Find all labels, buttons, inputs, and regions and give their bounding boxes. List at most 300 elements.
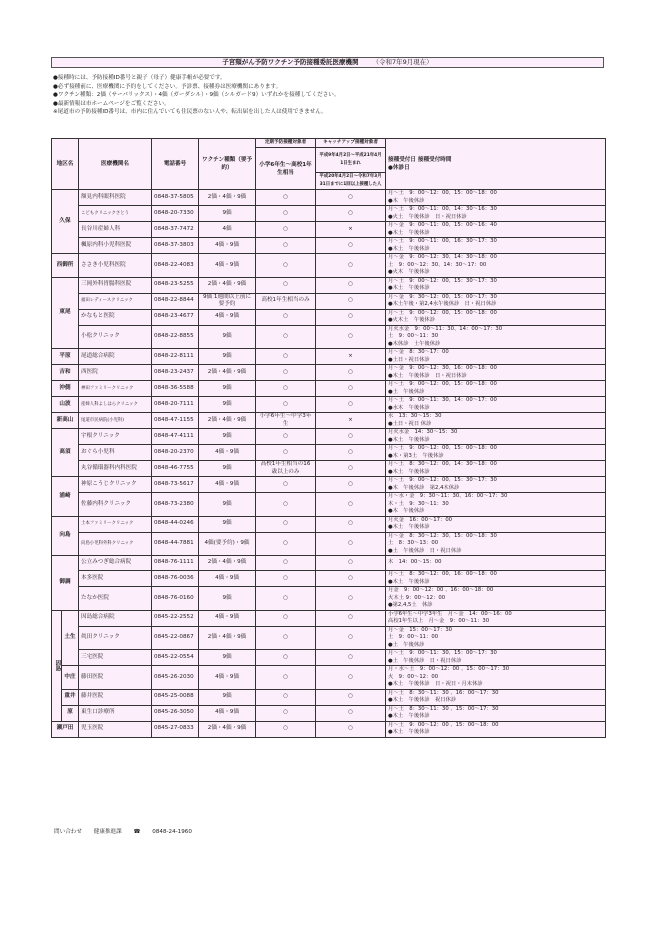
schedule-cell [386,610,606,626]
schedule-line: ●木土 午後休診 祝日休診 [388,697,457,703]
area-cell: 瀬戸田 [52,721,79,737]
facility-name: おぐら小児科 [79,445,152,461]
catchup-eligibility: ○ [316,610,386,626]
schedule-line: ●木土 午後休診 [388,578,430,585]
facility-name: こどもクリニックさとう [79,206,152,222]
catchup-eligibility: ○ [316,381,386,397]
area-cell: 高須 [52,429,79,477]
catchup-eligibility: ○ [316,238,386,254]
facility-table [51,138,606,738]
vaccine-types: 9価 [199,349,256,365]
table-row [52,349,606,365]
table-row [52,206,606,222]
regular-eligibility: ○ [256,705,316,721]
phone-number: 0848-37-3803 [152,238,199,254]
regular-eligibility: ○ [256,477,316,493]
catchup-eligibility: ○ [316,571,386,587]
regular-eligibility: ○ [256,493,316,517]
table-row [52,190,606,206]
header-catchup-target-a: 平成9年4月2日～平成21年4月1日生まれ [316,148,386,173]
regular-eligibility: ○ [256,689,316,705]
area-cell: 沖側 [52,381,79,397]
phone-number: 0848-73-5617 [152,477,199,493]
phone-number: 0848-47-1155 [152,413,199,429]
schedule-line: ●第2,4,5土 休診 [388,602,433,608]
schedule-line: 月～土 9：00～12：00、15：00～18：00 [388,381,497,387]
area-cell: 重井 [62,689,79,705]
catchup-eligibility: ○ [316,397,386,413]
schedule-cell [386,666,606,690]
schedule-line: 月火水金 9：00～11：30、14：00～17：30 [388,325,503,332]
schedule-cell [386,532,606,556]
schedule-line: 月～土 9：00～12：00、15：30～17：30 [388,477,497,483]
table-row [52,516,606,532]
vaccine-types: 2価・4価・9価 [199,626,256,650]
regular-eligibility: ○ [256,397,316,413]
facility-name: 楓原内科小児科医院 [79,238,152,254]
table-row [52,293,606,309]
schedule-line: 小学6年生～中学3年生 月～金 14：00～16：00 [388,610,512,617]
vaccine-types: 2価・4価・9価 [199,413,256,429]
note-item: ●最新情報は市ホームページをご覧ください。 [53,100,170,107]
schedule-cell [386,461,606,477]
header-closed-label: ●休診日 [388,165,410,171]
regular-eligibility: ○ [256,556,316,571]
schedule-line: 月・水～土 9：00～12：00 、15：00～17：30 [388,666,510,672]
contact-department: 健康推進課 [93,829,122,835]
header-vaccine: ワクチン種類（要予約） [199,139,256,190]
note-item: ●接種時には、予防接種ID番号と親子（母子）健康手帳が必要です。 [53,75,226,81]
facility-name: 尾道市民病院(小児科) [79,413,152,429]
facility-name: たなか医院 [79,587,152,611]
catchup-eligibility: ○ [316,721,386,737]
catchup-eligibility: ○ [316,325,386,349]
phone-number: 0848-36-5588 [152,381,199,397]
schedule-line: 月～土 9：00～11：30、14：00～17：00 [388,397,497,403]
catchup-eligibility: ○ [316,429,386,445]
schedule-line: ●木土 午後休診 日・祝日・月末休診 [388,681,483,687]
phone-number: 0848-76-0036 [152,571,199,587]
facility-name: 向島小児科外科クリニック [79,532,152,556]
vaccine-types: 9価 [199,381,256,397]
schedule-line: 月～土 9：00～12：00、15：30～17：30 [388,277,497,284]
facility-name: 西医院 [79,365,152,381]
regular-eligibility: ○ [256,381,316,397]
area-cell: 東尾 [52,277,79,349]
schedule-line: ●木土 午後休診 [388,524,430,530]
phone-number: 0848-20-7111 [152,397,199,413]
facility-name: 神田ファミリークリニック [79,381,152,397]
schedule-line: ●土 午後休診 [388,388,425,395]
regular-eligibility: ○ [256,309,316,325]
schedule-cell [386,689,606,705]
table-row [52,587,606,611]
phone-number: 0845-22-0554 [152,650,199,666]
area-cell: 中庄 [62,666,79,690]
vaccine-types: 9価 [199,429,256,445]
table-row [52,705,606,721]
regular-eligibility: 高校1年生相当のみ [256,293,316,309]
schedule-line: 木・土 9：30～11：30 [388,500,449,507]
vaccine-types: 2価・4価・9価 [199,365,256,381]
table-row [52,309,606,325]
area-cell: 御調 [52,556,79,611]
vaccine-types: 4価・9価 [199,705,256,721]
schedule-line: 月～土 9：00～11：00、14：30～16：30 [388,206,497,212]
footer-contact [54,827,202,835]
facility-name: 神原こうじクリニック [79,477,152,493]
catchup-eligibility: ○ [316,689,386,705]
schedule-cell [386,365,606,381]
regular-eligibility: ○ [256,222,316,238]
facility-name: 本多医院 [79,571,152,587]
schedule-cell [386,493,606,517]
area-cell: 吉和 [52,365,79,381]
note-item: ●必ず接種前に、医療機関に予約をしてください。予診票、接種券は医療機関にあります。 [53,83,282,90]
schedule-cell [386,626,606,650]
schedule-line: 月～土 9：00～12：00、15：00～18：00 [388,190,497,196]
regular-eligibility: ○ [256,238,316,254]
schedule-cell [386,587,606,611]
schedule-line: 土 9：00～12：30、14：30～17：00 [388,261,487,268]
vaccine-types: 2価・4価・9価 [199,277,256,293]
facility-name: 三岡外科胃腸科医院 [79,277,152,293]
facility-name: 佐藤内科クリニック [79,493,152,517]
schedule-cell [386,309,606,325]
schedule-cell [386,556,606,571]
schedule-line: 火木土 9：00～12：00 [388,594,446,601]
schedule-cell [386,705,606,721]
vaccine-types: 2価・4価・9価 [199,556,256,571]
header-hours [386,139,606,190]
area-cell: 平原 [52,349,79,365]
vaccine-types: 9価 [199,689,256,705]
table-row [52,222,606,238]
vaccine-types: 2価・4価・9価 [199,721,256,737]
facility-name: 児玉医院 [79,721,152,737]
vaccine-types: 9価 1週間以上前に要予約 [199,293,256,309]
document-title: 子宮頸がん予防ワクチン予防接種委託医療機関 [222,58,359,66]
table-row [52,532,606,556]
phone-number: 0848-22-8844 [152,293,199,309]
phone-number: 0848-22-8855 [152,325,199,349]
schedule-line: 月～土 8：30～12：00、14：30～18：00 [388,461,497,467]
schedule-line: 月～土 8：30～12：00、16：00～18：00 [388,571,497,577]
schedule-line: ●火木土 午後休診 [388,317,436,323]
phone-number: 0848-37-7472 [152,222,199,238]
area-cell: 向島 [52,516,79,556]
schedule-line: ●火木 午後休診 [388,269,430,275]
regular-eligibility: ○ [256,206,316,222]
facility-name: 眞田クリニック [79,626,152,650]
regular-eligibility: ○ [256,516,316,532]
schedule-line: 月～土 9：00～12：00 、15：00～18：00 [388,721,499,728]
header-regular-target: 小学6年生～高校1年生相当 [256,148,316,190]
schedule-line: 土 8：30～13：00 [388,540,439,546]
schedule-cell [386,349,606,365]
vaccine-types: 4価・9価 [199,238,256,254]
schedule-cell [386,254,606,278]
phone-number: 0845-27-0833 [152,721,199,737]
facility-name: 因島総合病院 [79,610,152,626]
regular-eligibility: ○ [256,349,316,365]
schedule-line: 月～土 9：00～12：00、15：00～18：00 [388,309,497,316]
phone-number: 0845-25-0088 [152,689,199,705]
regular-eligibility: 小学6年生～中学3年生 [256,413,316,429]
vaccine-types: 4価・9価 [199,571,256,587]
facility-name: 尾道総合病院 [79,349,152,365]
regular-eligibility: ○ [256,666,316,690]
header-area: 地区名 [52,139,79,190]
schedule-line: 月～金 8：30～17：00 [388,349,449,355]
table-row [52,689,606,705]
area-cell: 新高山 [52,413,79,429]
document-title-bar [51,57,604,68]
schedule-line: ●木 午後休診 [388,197,425,204]
regular-eligibility: ○ [256,650,316,666]
table-row [52,610,606,626]
schedule-line: 月～土 9：00～12：00、15：00～18：00 [388,445,497,451]
schedule-line: 木 14：00～15：00 [388,559,442,566]
phone-number: 0848-47-4111 [152,429,199,445]
catchup-eligibility: ○ [316,516,386,532]
facility-name: 藤井医院 [79,689,152,705]
table-row [52,461,606,477]
vaccine-types: 4価・9価 [199,254,256,278]
vaccine-types: 9価 [199,493,256,517]
schedule-cell [386,190,606,206]
phone-number: 0848-46-7755 [152,461,199,477]
schedule-line: 月～土 9：00～11：30、15：00～17：30 [388,650,497,656]
schedule-cell [386,381,606,397]
schedule-cell [386,413,606,429]
schedule-line: ●木土午後・第2,4水午後休診 日・祝日休診 [388,301,497,307]
catchup-eligibility: ○ [316,445,386,461]
schedule-cell [386,325,606,349]
note-item: ※尾道市の予防接種ID番号は、市内に住んでいても住民票のない人や、転出届を出した人は使用できません。 [53,109,327,116]
catchup-eligibility: ○ [316,293,386,309]
schedule-line: ●木土 午後休診 [388,713,430,719]
schedule-line: ●木土 午後休診 [388,285,430,291]
phone-number: 0845-22-0867 [152,626,199,650]
schedule-line: 月火金 16：00～17：00 [388,516,453,523]
catchup-eligibility: ○ [316,190,386,206]
regular-eligibility: ○ [256,277,316,293]
phone-number: 0848-73-2380 [152,493,199,517]
schedule-line: 月～金 8：30～12：30、15：00～18：30 [388,532,497,539]
vaccine-types: 9価 [199,206,256,222]
schedule-line: ●木土 午後休診 [388,436,430,443]
phone-number: 0848-22-8111 [152,349,199,365]
schedule-cell [386,222,606,238]
schedule-line: ●木 午後休診 第2,4木休診 [388,484,460,491]
catchup-eligibility: ○ [316,587,386,611]
regular-eligibility: ○ [256,445,316,461]
facility-name: 丸谷循環器科内科医院 [79,461,152,477]
phone-number: 0848-23-2437 [152,365,199,381]
phone-number: 0848-22-4083 [152,254,199,278]
catchup-eligibility: ○ [316,365,386,381]
schedule-line: 月～金 15：00～17：30 [388,626,453,633]
schedule-line: ●土 午後休診 日・祝日休診 [388,657,462,664]
schedule-line: ●木土 午後休診 [388,468,430,475]
table-row [52,325,606,349]
schedule-line: 月～金 9：00～12：30、14：30～18：00 [388,254,497,260]
catchup-eligibility: ○ [316,206,386,222]
notes-list [53,74,613,117]
schedule-line: ●木土 午後休診 [388,729,430,735]
catchup-eligibility: ○ [316,532,386,556]
table-row [52,413,606,429]
schedule-line: ●土 午後休診 [388,641,425,648]
facility-name: 東生口診療所 [79,705,152,721]
regular-eligibility: ○ [256,254,316,278]
facility-name: 額見内科眼科医院 [79,190,152,206]
catchup-eligibility: × [316,413,386,429]
schedule-line: ●土日・祝日 休診 [388,420,432,427]
schedule-line: 火 9：00～12：00 [388,673,439,680]
schedule-line: 高校1年生以上 月～金 9：00～11：30 [388,618,490,624]
table-row [52,571,606,587]
schedule-cell [386,516,606,532]
vaccine-types: 9価 [199,516,256,532]
schedule-line: ●木休診 土午後休診 [388,340,441,347]
regular-eligibility: ○ [256,365,316,381]
schedule-cell [386,721,606,737]
catchup-eligibility: ○ [316,556,386,571]
table-row [52,381,606,397]
area-cell: 久保 [52,190,79,254]
catchup-eligibility: × [316,349,386,365]
vaccine-types: 4価・9価 [199,445,256,461]
table-row [52,626,606,650]
schedule-cell [386,397,606,413]
table-row [52,666,606,690]
schedule-line: ●土日・祝日休診 [388,356,430,363]
regular-eligibility: ○ [256,626,316,650]
table-row [52,238,606,254]
schedule-line: ●木土 午後休診 日・祝日休診 [388,372,467,379]
facility-name: 藤田医院 [79,666,152,690]
phone-number: 0848-20-7330 [152,206,199,222]
regular-eligibility: ○ [256,587,316,611]
facility-name: かなもと医院 [79,309,152,325]
vaccine-types: 9価 [199,650,256,666]
schedule-line: 月～金 9：00～11：00、15：00～16：40 [388,222,497,228]
schedule-cell [386,238,606,254]
catchup-eligibility: ○ [316,705,386,721]
facility-name: 長谷川産婦人科 [79,222,152,238]
area-cell: 山波 [52,397,79,413]
header-catchup-group: キャッチアップ接種対象者 [316,139,386,148]
schedule-cell [386,445,606,461]
table-row [52,556,606,571]
phone-number: 0848-76-0160 [152,587,199,611]
vaccine-types: 4価・9価 [199,610,256,626]
schedule-line: ●木・第3土 午後休診 [388,452,444,459]
regular-eligibility: ○ [256,571,316,587]
regular-eligibility: ○ [256,721,316,737]
catchup-eligibility: × [316,222,386,238]
schedule-cell [386,650,606,666]
schedule-cell [386,277,606,293]
catchup-eligibility: ○ [316,477,386,493]
schedule-line: 月～金 9：00～12：30、16：00～18：00 [388,365,497,371]
catchup-eligibility: ○ [316,626,386,650]
vaccine-types: 2価・4価・9価 [199,190,256,206]
catchup-eligibility: ○ [316,666,386,690]
facility-name: 宇根クリニック [79,429,152,445]
vaccine-types: 4価・9価 [199,477,256,493]
catchup-eligibility: ○ [316,461,386,477]
vaccine-types: 4価・9価 [199,309,256,325]
phone-number: 0845-22-2552 [152,610,199,626]
schedule-line: ●水木 午後休診 [388,404,430,411]
schedule-cell [386,293,606,309]
catchup-eligibility: ○ [316,254,386,278]
table-row [52,254,606,278]
facility-name: 小松クリニック [79,325,152,349]
regular-eligibility: ○ [256,610,316,626]
header-facility: 医療機関名 [79,139,152,190]
vaccine-types: 9価 [199,461,256,477]
table-row [52,397,606,413]
schedule-cell [386,477,606,493]
table-row [52,721,606,737]
facility-name: 土本ファミリークリニック [79,516,152,532]
regular-eligibility: 高校1年生相当の16歳以上のみ [256,461,316,477]
as-of-date: （令和7年9月現在） [372,58,433,66]
schedule-cell [386,571,606,587]
schedule-line: ●木土 午後休診 [388,229,430,236]
area-group-cell: 因島 [52,610,62,721]
schedule-line: ●木土 午後休診 [388,245,430,252]
schedule-line: 月～土 9：00～11：00、16：30～17：30 [388,238,497,244]
phone-number: 0848-23-5255 [152,277,199,293]
schedule-line: 月～金 9：30～12：00、15：00～17：30 [388,293,497,300]
header-catchup-target-b: 平成20年4月2日～令和7年3月31日までに1回以上接種した人 [316,173,386,190]
schedule-line: 月火水金 14：30～15：30 [388,429,458,435]
schedule-line: 月～土 8：30～11：30 、15：00～17：30 [388,705,499,712]
area-cell: 西御所 [52,254,79,278]
facility-name: 三宅医院 [79,650,152,666]
contact-phone: 0848-24-1960 [152,829,192,835]
table-row [52,650,606,666]
phone-number: 0848-20-2370 [152,445,199,461]
note-item: ●ワクチン種類：2価（サーバリックス）・4価（ガーダシル）・9価（シルガード9）いずれかを接種してください。 [53,92,340,99]
vaccine-types: 9価 [199,325,256,349]
schedule-line: ●火土 午後休診 日・祝日休診 [388,213,467,220]
header-phone: 電話番号 [152,139,199,190]
table-header [52,139,606,190]
catchup-eligibility: ○ [316,650,386,666]
area-cell: 土生 [62,610,79,666]
phone-number: 0848-23-4677 [152,309,199,325]
header-regular-group: 定期予防接種対象者 [256,139,316,148]
table-row [52,429,606,445]
phone-icon: ☎ [133,829,141,835]
facility-name: ささき小児科医院 [79,254,152,278]
vaccine-types: 4価(要予約)・9価 [199,532,256,556]
regular-eligibility: ○ [256,532,316,556]
regular-eligibility: ○ [256,190,316,206]
schedule-line: 土 9：00～11：00 [388,634,439,640]
table-body [52,190,606,738]
regular-eligibility: ○ [256,429,316,445]
phone-number: 0848-76-1111 [152,556,199,571]
table-row [52,493,606,517]
schedule-cell [386,429,606,445]
